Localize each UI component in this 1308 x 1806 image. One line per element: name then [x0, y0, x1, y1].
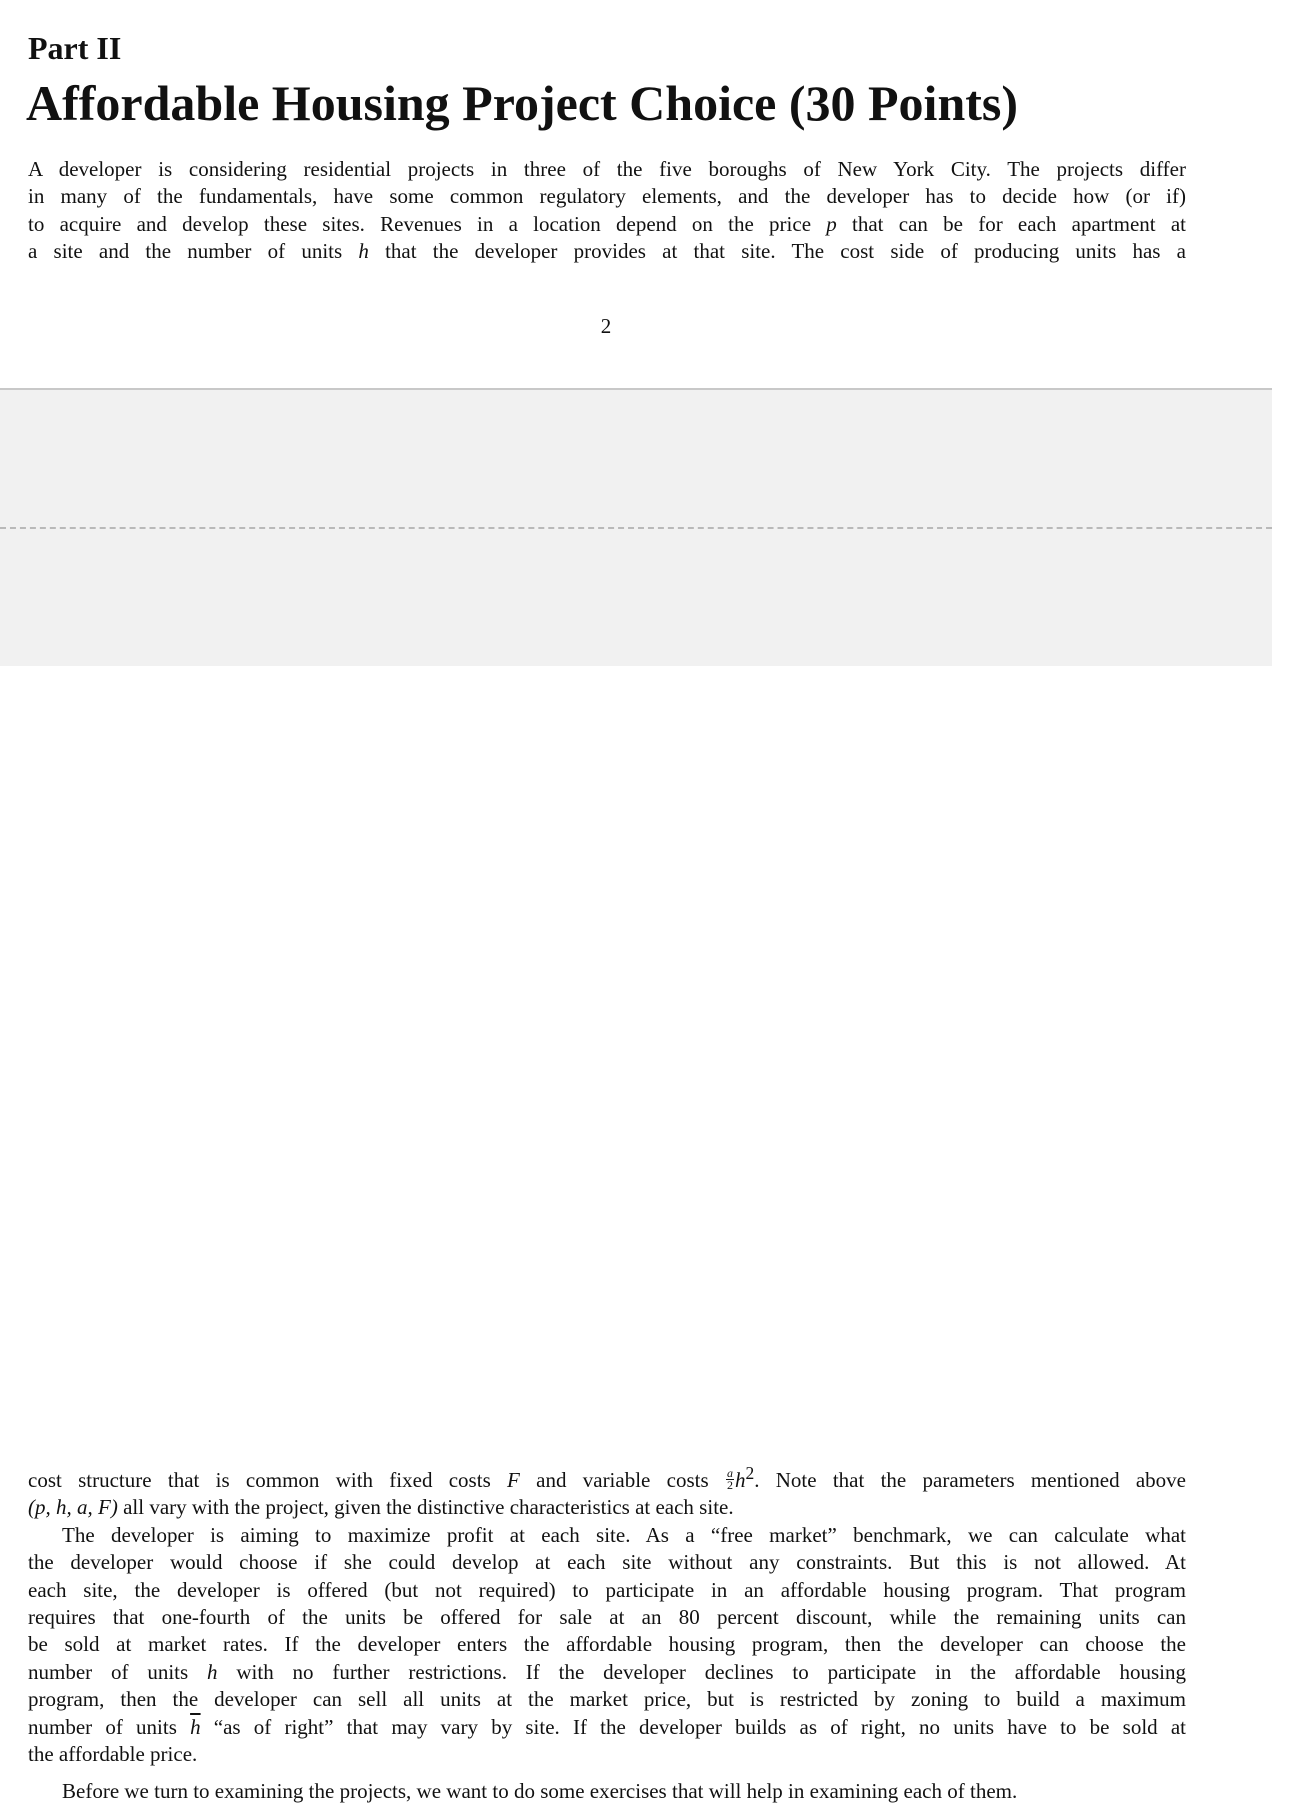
main-line: number of units $\overline{h}$ “as of right” that may vary by site. If the developer builds as of right, no units have to be sold at: [28, 1714, 1187, 1739]
intro-line: to acquire and develop these sites. Revenues in a location depend on the price p that can be for each apartment at: [28, 211, 1186, 236]
math-var-h-bar: $\overline{h}$: [190, 1714, 201, 1739]
cost-paragraph: [28, 1460, 1186, 1522]
math-var-h: h: [734, 1468, 746, 1492]
part-title: Affordable Housing Project Choice (30 Points): [26, 75, 1019, 131]
part-label: Part II: [28, 30, 122, 66]
intro-paragraph: [28, 156, 1186, 266]
main-line: be sold at market rates. If the developer enters the affordable housing program, then the developer can choose the: [28, 1632, 1186, 1657]
exponent: 2: [745, 1463, 755, 1483]
page-number: 2: [600, 314, 612, 338]
cost-line: (p, h, a, F) all vary with the project, given the distinctive characteristics at each site.: [28, 1495, 734, 1520]
math-var-h: h: [358, 239, 369, 264]
main-line: The developer is aiming to maximize profit at each site. As a “free market” benchmark, we can calculate what: [62, 1522, 1186, 1547]
document-page-lower: [0, 666, 1272, 1804]
parameter-tuple: (p, h, a, F): [28, 1495, 118, 1520]
intro-line: in many of the fundamentals, have some common regulatory elements, and the developer has to decide how (or if): [28, 184, 1186, 209]
math-var-F: F: [507, 1468, 520, 1492]
main-line: the affordable price.: [28, 1742, 198, 1767]
main-line: program, then the developer can sell all units at the market price, but is restricted by zoning to build a maximum: [28, 1687, 1186, 1712]
cost-line: cost structure that is common with fixed costs F and variable costs $\frac{a}{2}$ $h^2$. Note that the parameters mentioned above: [28, 1463, 1186, 1492]
page-break-divider: [0, 527, 1272, 529]
main-line: requires that one-fourth of the units be offered for sale at an 80 percent discount, while the remaining units can: [28, 1605, 1186, 1630]
intro-line: a site and the number of units h that the developer provides at that site. The cost side of producing units has a: [28, 239, 1186, 264]
main-line: each site, the developer is offered (but not required) to participate in an affordable housing program. That program: [28, 1577, 1186, 1602]
math-var-h: h: [207, 1659, 218, 1684]
main-line: number of units h with no further restrictions. If the developer declines to participate in the affordable housing: [28, 1659, 1187, 1684]
page-body: [28, 1460, 1186, 1806]
main-line: the developer would choose if she could develop at each site without any constraints. But this is not allowed. At: [28, 1550, 1186, 1575]
math-var-p: p: [826, 211, 837, 236]
intro-line: A developer is considering residential projects in three of the five boroughs of New York City. The projects differ: [28, 157, 1186, 181]
page-gap: [0, 388, 1272, 668]
final-line: Before we turn to examining the projects, we want to do some exercises that will help in examining each of them.: [62, 1779, 1018, 1804]
document-page-upper: [0, 0, 1272, 388]
final-paragraph: [28, 1778, 1186, 1805]
fraction-a-over-2: $\frac{a}{2}$: [726, 1465, 733, 1492]
main-paragraph: [28, 1522, 1186, 1769]
